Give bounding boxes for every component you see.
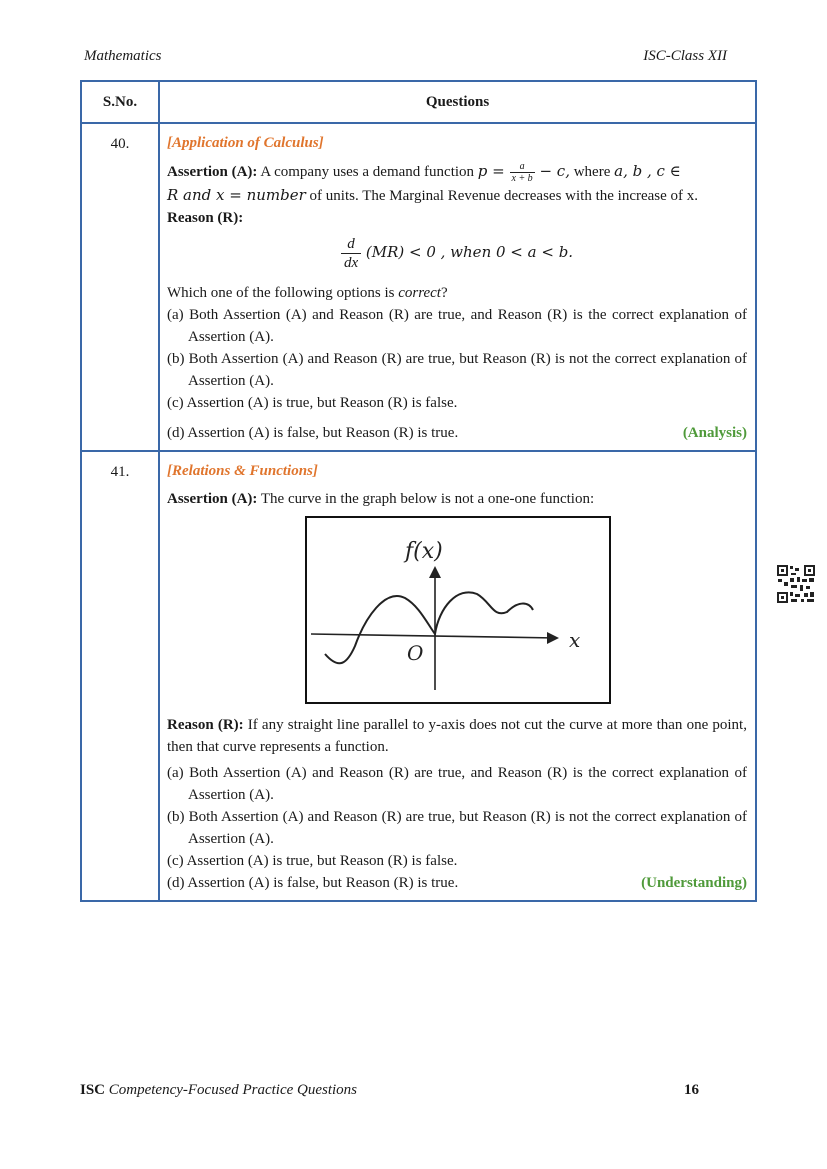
x-axis-arrow — [547, 632, 559, 644]
question-body-41 — [159, 451, 756, 901]
fraction-numerator: a — [510, 161, 535, 173]
derivative-operator — [341, 235, 361, 272]
option-a: (a) Both Assertion (A) and Reason (R) are true, and Reason (R) is the correct explanation of Assertion (A). — [167, 765, 747, 804]
reason-text: If any straight line parallel to y-axis does not cut the curve at more than one point, then that curve represents a function. — [167, 717, 747, 756]
option-c: (c) Assertion (A) is true, but Reason (R) is false. — [167, 395, 458, 412]
question-row-41 — [81, 451, 756, 901]
question-prompt: Which one of the following options is correct? — [167, 285, 448, 302]
header-subject: Mathematics — [84, 48, 162, 64]
origin-label: O — [407, 641, 424, 666]
assertion-label: Assertion (A): — [167, 164, 258, 180]
demand-fraction — [510, 161, 535, 184]
assertion-where: where — [569, 164, 615, 180]
demand-eq-rhs: − c, — [534, 162, 570, 180]
question-topic: [Application of Calculus] — [167, 135, 324, 151]
option-b: (b) Both Assertion (A) and Reason (R) are true, but Reason (R) is not the correct explanation of Assertion (A). — [167, 351, 747, 390]
function-curve — [325, 592, 533, 666]
x-axis-label: x — [569, 628, 581, 653]
questions-table — [80, 80, 757, 902]
y-axis-label: f(x) — [405, 539, 443, 565]
reason-label: Reason (R): — [167, 210, 244, 227]
reason-equation — [167, 235, 747, 272]
column-header-questions: Questions — [159, 81, 756, 123]
assertion-vars: a, b , c ∈ — [614, 162, 681, 180]
assertion-vars-2: R and x = number — [167, 186, 306, 205]
question-row-40 — [81, 123, 756, 451]
question-body-40 — [159, 123, 756, 451]
function-graph — [305, 516, 611, 704]
reason-label: Reason (R): — [167, 717, 244, 734]
qr-code-icon — [776, 564, 816, 604]
assertion-text: The curve in the graph below is not a one-one function: — [257, 491, 595, 508]
option-c: (c) Assertion (A) is true, but Reason (R) is false. — [167, 853, 458, 870]
fraction-denominator: x + b — [511, 173, 533, 185]
y-axis-arrow — [429, 566, 441, 578]
reason-eq-text: (MR) < 0 , when 0 < a < b. — [361, 243, 574, 261]
footer-title — [80, 1082, 357, 1099]
question-number: 41. — [81, 451, 159, 901]
demand-eq-lhs: p = — [477, 162, 510, 180]
assertion-paragraph — [167, 160, 747, 207]
option-a: (a) Both Assertion (A) and Reason (R) are true, and Reason (R) is the correct explanation of Assertion (A). — [167, 307, 747, 346]
x-axis — [311, 634, 557, 638]
option-b: (b) Both Assertion (A) and Reason (R) are true, but Reason (R) is not the correct explanation of Assertion (A). — [167, 809, 747, 848]
page-number: 16 — [684, 1082, 699, 1098]
assertion-paragraph — [167, 488, 747, 510]
question-number: 40. — [81, 123, 159, 451]
footer-subtitle: Competency-Focused Practice Questions — [105, 1082, 358, 1098]
assertion-text-3: of units. The Marginal Revenue decreases with the increase of x. — [305, 188, 699, 205]
assertion-text: A company uses a demand function — [257, 164, 478, 180]
option-d: (Analysis) (d) Assertion (A) is false, but Reason (R) is true. — [167, 422, 747, 444]
table-header-row — [81, 81, 756, 123]
option-d: (Understanding) (d) Assertion (A) is false, but Reason (R) is true. — [167, 872, 747, 894]
assertion-label: Assertion (A): — [167, 491, 258, 508]
footer-brand: ISC — [80, 1082, 106, 1098]
graph-svg — [307, 518, 609, 702]
header-class: ISC-Class XII — [643, 48, 727, 64]
derivative-dx: dx — [343, 255, 359, 272]
derivative-d: d — [341, 235, 361, 254]
question-topic: [Relations & Functions] — [167, 463, 318, 480]
reason-paragraph — [167, 714, 747, 758]
cognitive-level-tag: (Understanding) — [641, 875, 747, 892]
column-header-sno: S.No. — [81, 81, 159, 123]
cognitive-level-tag: (Analysis) — [682, 425, 747, 442]
